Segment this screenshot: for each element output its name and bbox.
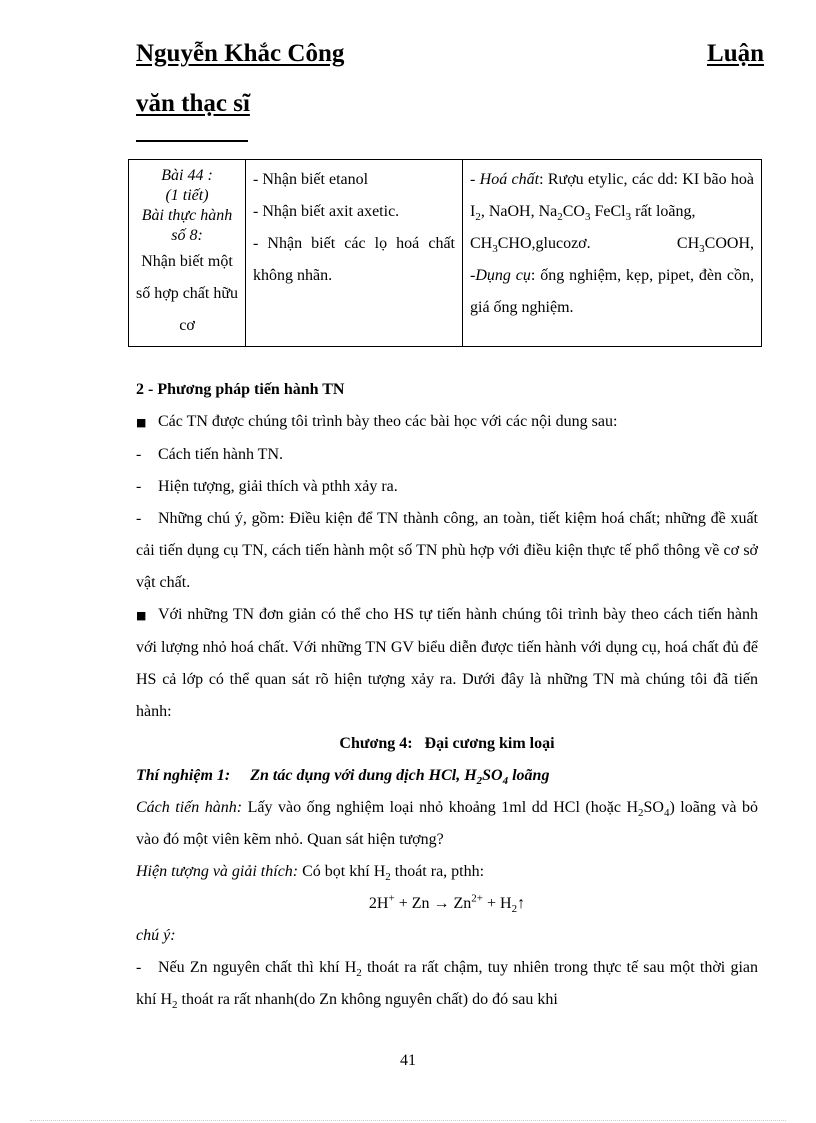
- objective-item: - Nhận biết etanol: [253, 171, 369, 188]
- thesis-label-cont: văn thạc sĩ: [136, 90, 250, 117]
- phenomenon-text: Có bọt khí H: [298, 863, 386, 880]
- page-bottom-border: [30, 1120, 786, 1121]
- equation-part: + Zn → Zn: [394, 895, 472, 912]
- note-text: thoát ra rất nhanh(do Zn không nguyên chất) do đó sau khi: [177, 991, 558, 1008]
- phenomenon-text-end: thoát ra, pthh:: [390, 863, 485, 880]
- list-text: Hiện tượng, giải thích và pthh xảy ra.: [158, 478, 398, 495]
- lesson-cell: [129, 160, 246, 347]
- chemical-equation: $2H^+ + Zn \to Zn^{2+}$ + $H_2↑$: [368, 892, 526, 916]
- chem-part: CHO,glucozơ.: [497, 235, 591, 252]
- chem-part: FeCl: [590, 203, 626, 220]
- tools-label: -Dụng cụ: [470, 267, 531, 284]
- equation-part: + H: [483, 895, 512, 912]
- lesson-table: [128, 159, 762, 347]
- list-item: - Cách tiến hành TN.: [136, 446, 284, 463]
- equation-part: 2H: [368, 895, 389, 912]
- table-row: [129, 160, 762, 347]
- tools-text: [470, 260, 754, 324]
- lesson-type: Bài thực hành số 8:: [141, 207, 233, 244]
- chem-part: rất loãng,: [631, 203, 696, 220]
- list-text: Những chú ý, gồm: Điều kiện để TN thành công, an toàn, tiết kiệm hoá chất; những đề xuất cải tiến dụng cụ TN, cách tiến hành một số TN phù hợp với điều kiện thực tế phổ thông về cơ sở vật chất.: [136, 510, 758, 591]
- bullet-paragraph: [136, 599, 758, 728]
- header-rule: [136, 140, 248, 142]
- chemicals-label: - Hoá chất: [470, 171, 540, 188]
- chem-part: CH: [470, 235, 493, 252]
- objective-item: - Nhận biết axit axetic.: [253, 203, 400, 220]
- procedure-text-end: ) loãng và bỏ vào đó một viên kẽm nhỏ. Quan sát hiện tượng?: [136, 799, 758, 848]
- note-text: thoát ra rất chậm, tuy nhiên trong thực tế sau một thời gian khí H: [136, 959, 758, 1008]
- list-text: Cách tiến hành TN.: [158, 446, 284, 463]
- square-bullet-icon: ■: [136, 416, 147, 429]
- chem-part: , NaOH, Na: [480, 203, 558, 220]
- page-number: 41: [400, 1052, 416, 1069]
- objective-item: - Nhận biết các lọ hoá chất không nhãn.: [253, 235, 455, 284]
- tools-part: : ống nghiệm, kẹp, pipet, đèn cồn, giá ống nghiệm.: [470, 267, 755, 316]
- lesson-number: Bài 44 :: [161, 167, 213, 184]
- experiment-name-end: loãng: [508, 767, 550, 784]
- body-text: [136, 374, 758, 1016]
- author-name: Nguyễn Khắc Công: [136, 40, 345, 67]
- chapter-title: Chương 4: Đại cương kim loại: [339, 735, 555, 752]
- chem-part: : Rượu etylic, các dd: KI bão hoà I: [470, 171, 755, 220]
- thesis-label: Luận: [707, 40, 764, 67]
- procedure-text: Lấy vào ống nghiệm loại nhỏ khoảng 1ml dd HCl (hoặc H: [242, 799, 639, 816]
- experiment-name: Zn tác dụng với dung dịch HCl, H: [250, 767, 477, 784]
- phenomenon-label: Hiện tượng và giải thích:: [136, 863, 299, 880]
- experiment-title: Thí nghiệm 1: Zn tác dụng với dung dịch HCl, $H_2SO_4$ loãng: [136, 767, 550, 788]
- materials-cell: [463, 160, 762, 347]
- chem-part: COOH,: [704, 235, 754, 252]
- section-title: 2 - Phương pháp tiến hành TN: [136, 381, 345, 398]
- page-header: [136, 40, 764, 142]
- note-text: Nếu Zn nguyên chất thì khí H: [158, 959, 357, 976]
- bullet-text: Với những TN đơn giản có thể cho HS tự tiến hành chúng tôi trình bày theo cách tiến hành với lượng nhỏ hoá chất. Với những TN GV biểu diễn được tiến hành với dụng cụ, hoá chất đủ để HS cả lớp có thể quan sát rõ hiện tượng xảy ra. Dưới đây là những TN mà chúng tôi đã tiến hành:: [136, 606, 758, 720]
- objectives-cell: [246, 160, 463, 347]
- note-paragraph: - Nếu Zn nguyên chất thì khí $H_2$ thoát ra rất chậm, tuy nhiên trong thực tế sau một thời gian khí $H_2$ thoát ra rất nhanh(do Zn không nguyên chất) do đó sau khi: [136, 959, 758, 1012]
- bullet-text: Các TN được chúng tôi trình bày theo các bài học với các nội dung sau:: [158, 413, 618, 430]
- header-row: [136, 40, 764, 68]
- square-bullet-icon: ■: [136, 609, 147, 622]
- lesson-duration: (1 tiết): [165, 187, 209, 204]
- list-item: - Hiện tượng, giải thích và pthh xảy ra.: [136, 478, 398, 495]
- note-label: chú ý:: [136, 927, 176, 944]
- lesson-name: Nhận biết một số hợp chất hữu cơ: [136, 253, 239, 334]
- experiment-label: Thí nghiệm 1:: [136, 767, 231, 784]
- phenomenon-paragraph: Hiện tượng và giải thích: Có bọt khí $H_2$ thoát ra, pthh:: [136, 863, 485, 884]
- list-item: - Những chú ý, gồm: Điều kiện để TN thành công, an toàn, tiết kiệm hoá chất; những đề xuất cải tiến dụng cụ TN, cách tiến hành một số TN phù hợp với điều kiện thực tế phổ thông về cơ sở vật chất.: [136, 510, 758, 591]
- procedure-paragraph: Cách tiến hành: Lấy vào ống nghiệm loại nhỏ khoảng 1ml dd HCl (hoặc $H_2SO_4$) loãng và bỏ vào đó một viên kẽm nhỏ. Quan sát hiện tượng?: [136, 799, 758, 848]
- chem-part: CH: [676, 235, 700, 252]
- chemicals-text: - Hoá chất: Rượu etylic, các dd: KI bão hoà $I_2$, NaOH, $Na_2CO_3$ FeCl$_3$ rất loãng, $CH_3COOH$, $CH_3CHO,glucozơ$.: [470, 171, 755, 256]
- bullet-paragraph: [136, 406, 758, 439]
- procedure-label: Cách tiến hành:: [136, 799, 243, 816]
- chem-part: CO: [562, 203, 585, 220]
